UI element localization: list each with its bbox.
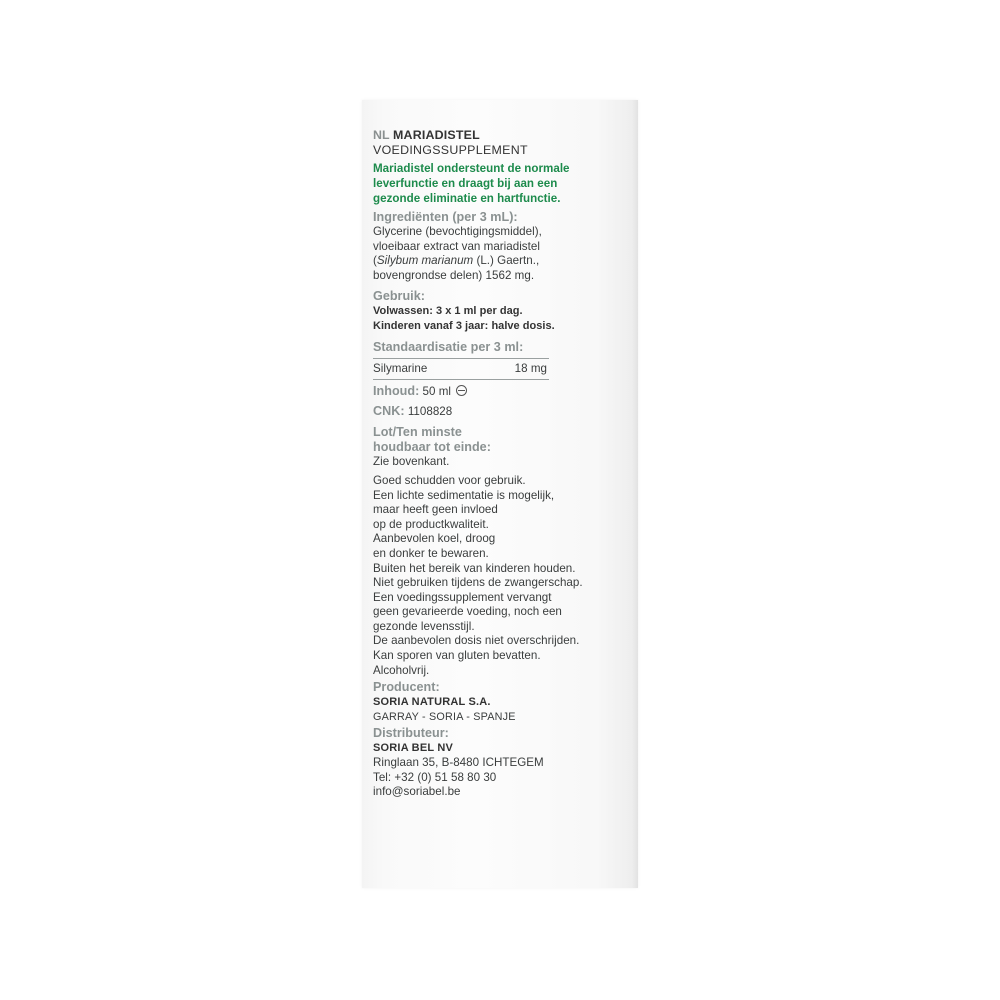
content-row [373, 384, 623, 400]
note-line: geen gevarieerde voeding, noch een [373, 605, 562, 619]
usage-heading: Gebruik: [373, 289, 425, 304]
product-label [373, 127, 623, 800]
ingredients-line: vloeibaar extract van mariadistel [373, 239, 540, 253]
product-name: MARIADISTEL [393, 128, 480, 142]
usage-line: Volwassen: 3 x 1 ml per dag. [373, 305, 523, 318]
language-code: NL [373, 128, 390, 142]
distributor-name: SORIA BEL NV [373, 742, 454, 755]
note-line: gezonde levensstijl. [373, 619, 475, 633]
note-line: Goed schudden voor gebruik. [373, 473, 526, 487]
notes-block [373, 474, 623, 678]
standardisation-heading: Standaardisatie per 3 ml: [373, 339, 524, 354]
lot-heading [373, 425, 623, 455]
ingredients-author: (L.) Gaertn., [473, 254, 540, 268]
distributor-address: Ringlaan 35, B-8480 ICHTEGEM [373, 756, 544, 770]
cnk-row [373, 404, 623, 420]
ingredients-paren: ( [373, 254, 377, 268]
note-line: Buiten het bereik van kinderen houden. [373, 561, 576, 575]
claim-line: leverfunctie en draagt bij aan een [373, 177, 558, 190]
content-heading: Inhoud: [373, 384, 420, 399]
ingredients-line [373, 254, 623, 269]
claim-line: Mariadistel ondersteunt de normale [373, 162, 570, 175]
latin-name: Silybum marianum [376, 254, 474, 268]
distributor-heading: Distributeur: [373, 726, 449, 741]
note-line: Een lichte sedimentatie is mogelijk, [373, 488, 555, 502]
table-bottom-rule [373, 379, 549, 380]
usage-text [373, 304, 623, 333]
note-line: en donker te bewaren. [373, 546, 489, 560]
producer-name: SORIA NATURAL S.A. [373, 696, 491, 709]
ingredients-text [373, 225, 623, 283]
note-line: op de productkwaliteit. [373, 517, 489, 531]
distributor-phone: Tel: +32 (0) 51 58 80 30 [373, 770, 497, 784]
lot-value: Zie bovenkant. [373, 455, 450, 469]
note-line: Een voedingssupplement vervangt [373, 590, 552, 604]
product-box-side-panel [362, 100, 638, 888]
ingredients-line: bovengrondse delen) 1562 mg. [373, 268, 535, 282]
content-value: 50 ml [422, 385, 451, 399]
estimated-sign-icon [456, 385, 467, 396]
producer-heading: Producent: [373, 680, 440, 695]
usage-line: Kinderen vanaf 3 jaar: halve dosis. [373, 319, 555, 332]
lot-heading-line: houdbaar tot einde: [373, 440, 491, 455]
table-top-rule [373, 358, 549, 359]
health-claim [373, 161, 623, 206]
note-line: Alcoholvrij. [373, 663, 430, 677]
table-cell-value: 18 mg [514, 361, 547, 375]
ingredients-heading: Ingrediënten (per 3 mL): [373, 210, 518, 224]
product-title [373, 127, 623, 143]
claim-line: gezonde eliminatie en hartfunctie. [373, 192, 561, 205]
table-row [373, 362, 549, 377]
producer-address: GARRAY - SORIA - SPANJE [373, 710, 516, 723]
ingredients-line: Glycerine (bevochtigingsmiddel), [373, 225, 542, 238]
note-line: Niet gebruiken tijdens de zwangerschap. [373, 576, 583, 590]
note-line: maar heeft geen invloed [373, 503, 498, 517]
note-line: Aanbevolen koel, droog [373, 532, 496, 546]
cnk-value: 1108828 [407, 404, 453, 418]
note-line: Kan sporen van gluten bevatten. [373, 649, 541, 663]
cnk-heading: CNK: [373, 403, 405, 418]
table-cell-name: Silymarine [373, 361, 428, 375]
distributor-email: info@soriabel.be [373, 785, 461, 799]
lot-heading-line: Lot/Ten minste [373, 425, 462, 440]
note-line: De aanbevolen dosis niet overschrijden. [373, 634, 580, 648]
product-subtitle: VOEDINGSSUPPLEMENT [373, 143, 528, 157]
